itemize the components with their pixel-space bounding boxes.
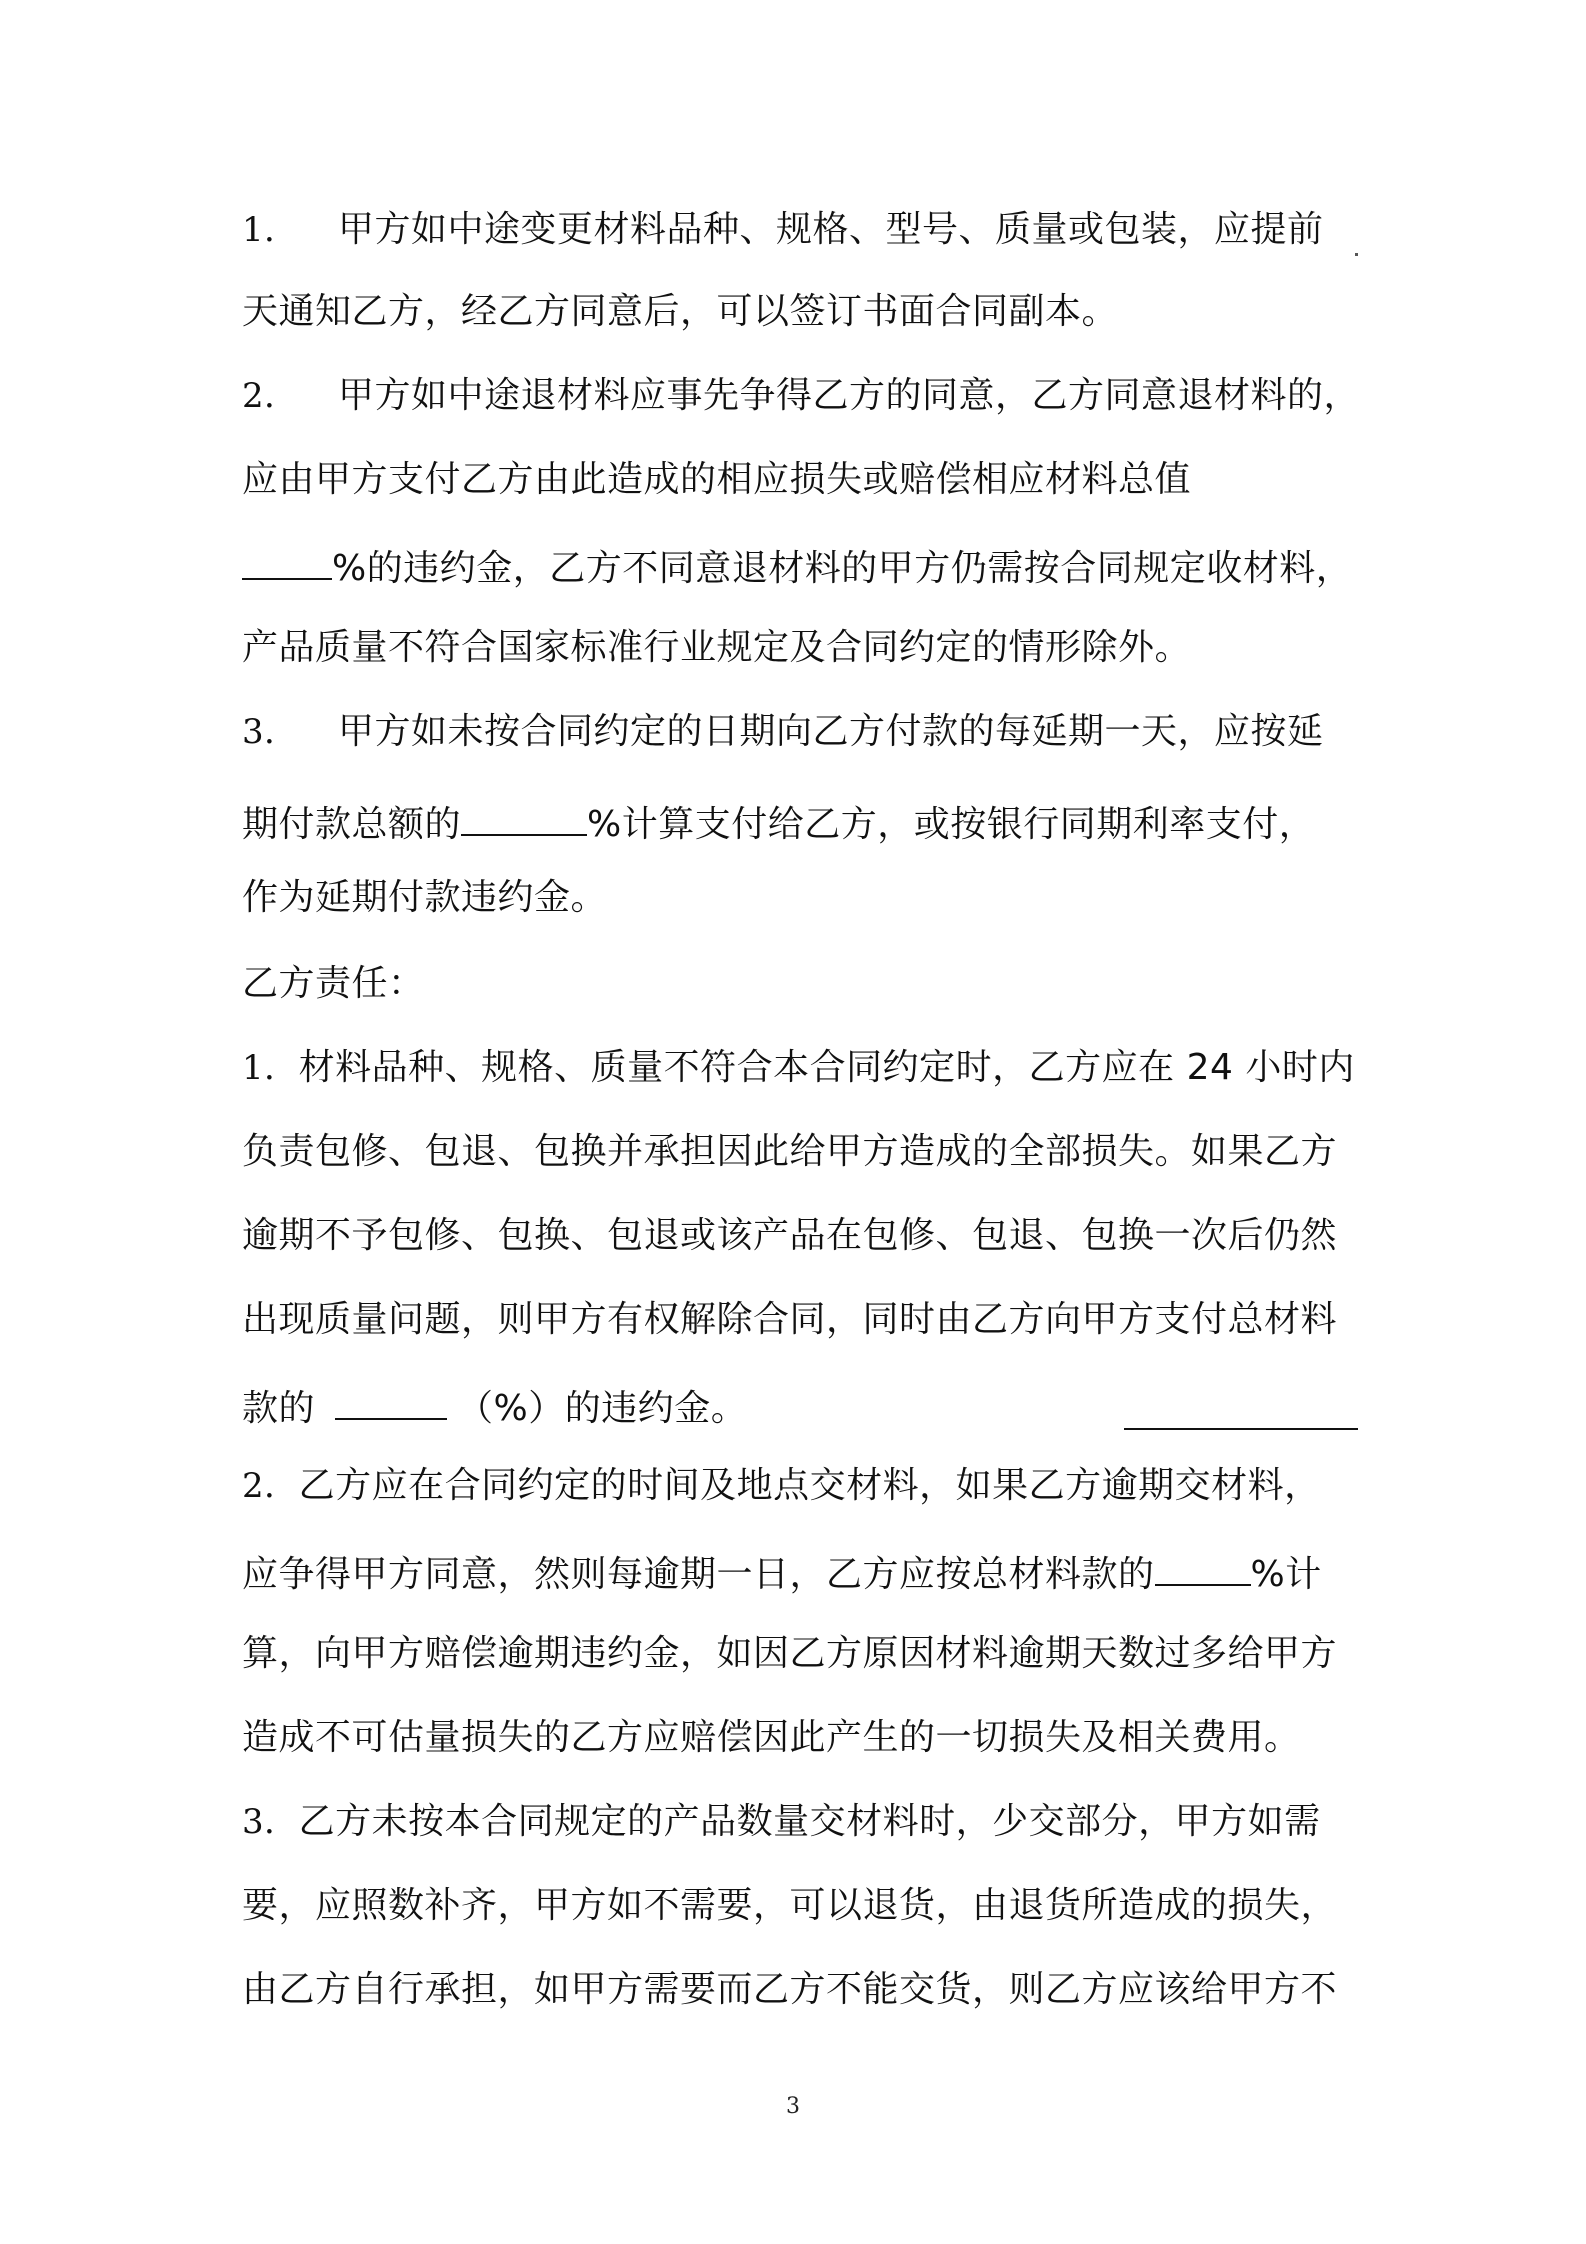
- paragraph-3-line-2: [242, 796, 1362, 844]
- responsibility-3-line-1: [242, 1798, 1362, 1846]
- paragraph-3-line-1: [242, 708, 1362, 756]
- paragraph-text: （%）的违约金。: [457, 1388, 748, 1429]
- responsibility-2-line-4: [242, 1714, 1362, 1762]
- paragraph-number: 2．: [242, 1466, 299, 1506]
- paragraph-text: 要，应照数补齐，甲方如不需要，可以退货，由退货所造成的损失，: [242, 1885, 1338, 1926]
- paragraph-text: %计: [1250, 1554, 1322, 1595]
- paragraph-number: 3．: [242, 1802, 299, 1842]
- paragraph-3-line-3: [242, 874, 1362, 922]
- paragraph-text: 乙方应在合同约定的时间及地点交材料，如果乙方逾期交材料，: [298, 1465, 1321, 1506]
- responsibility-1-line-2: [242, 1128, 1362, 1176]
- paragraph-text: %计算支付给乙方，或按银行同期利率支付，: [587, 804, 1316, 845]
- paragraph-text: 应由甲方支付乙方由此造成的相应损失或赔偿相应材料总值: [242, 459, 1192, 500]
- fill-in-blank: [1155, 1546, 1251, 1586]
- paragraph-text: 款的: [242, 1388, 316, 1429]
- paragraph-text: 出现质量问题，则甲方有权解除合同，同时由乙方向甲方支付总材料: [242, 1299, 1338, 1340]
- paragraph-text: 应争得甲方同意，然则每逾期一日，乙方应按总材料款的: [242, 1554, 1155, 1595]
- responsibility-3-line-2: [242, 1882, 1362, 1930]
- fill-in-blank: [335, 1380, 447, 1420]
- paragraph-number: 1．: [242, 1048, 299, 1088]
- responsibility-1-line-1: [242, 1044, 1362, 1092]
- paragraph-1-line-2: [242, 288, 1362, 336]
- paragraph-2-line-3: [242, 540, 1362, 588]
- responsibility-3-line-3: [242, 1966, 1362, 2014]
- signature-rule: [1124, 1428, 1358, 1430]
- paragraph-text: 逾期不予包修、包换、包退或该产品在包修、包退、包换一次后仍然: [242, 1215, 1338, 1256]
- stray-mark: [1355, 253, 1358, 256]
- paragraph-text: 造成不可估量损失的乙方应赔偿因此产生的一切损失及相关费用。: [242, 1717, 1301, 1758]
- heading-text: 乙方责任：: [242, 963, 425, 1004]
- paragraph-text: 材料品种、规格、质量不符合本合同约定时，乙方应在 24 小时内: [298, 1047, 1355, 1088]
- paragraph-text: 乙方未按本合同规定的产品数量交材料时，少交部分，甲方如需: [298, 1801, 1321, 1842]
- responsibility-2-line-2: [242, 1546, 1362, 1594]
- paragraph-2-line-4: [242, 624, 1362, 672]
- fill-in-blank: [461, 796, 587, 836]
- paragraph-text: 甲方如中途退材料应事先争得乙方的同意，乙方同意退材料的，: [338, 375, 1361, 416]
- paragraph-text: 由乙方自行承担，如甲方需要而乙方不能交货，则乙方应该给甲方不: [242, 1969, 1338, 2010]
- paragraph-number: 2．: [242, 376, 299, 416]
- paragraph-text: 甲方如未按合同约定的日期向乙方付款的每延期一天，应按延: [338, 711, 1324, 752]
- paragraph-text: 期付款总额的: [242, 804, 462, 845]
- paragraph-2-line-1: [242, 372, 1362, 420]
- paragraph-text: 产品质量不符合国家标准行业规定及合同约定的情形除外。: [242, 627, 1192, 668]
- paragraph-text: 算，向甲方赔偿逾期违约金，如因乙方原因材料逾期天数过多给甲方: [242, 1633, 1338, 1674]
- page-number: 3: [786, 2094, 800, 2119]
- paragraph-text: %的违约金，乙方不同意退材料的甲方仍需按合同规定收材料，: [332, 548, 1353, 589]
- paragraph-2-line-2: [242, 456, 1362, 504]
- responsibility-2-line-1: [242, 1462, 1362, 1510]
- fill-in-blank: [242, 540, 332, 580]
- paragraph-1-line-1: [242, 206, 1362, 254]
- responsibility-2-line-3: [242, 1630, 1362, 1678]
- responsibility-1-line-5: [242, 1380, 1362, 1428]
- paragraph-number: 3．: [242, 712, 299, 752]
- responsibility-1-line-3: [242, 1212, 1362, 1260]
- paragraph-number: 1．: [242, 210, 299, 250]
- paragraph-text: 负责包修、包退、包换并承担因此给甲方造成的全部损失。如果乙方: [242, 1131, 1338, 1172]
- section-heading: [242, 960, 1362, 1008]
- paragraph-text: 天通知乙方，经乙方同意后，可以签订书面合同副本。: [242, 291, 1119, 332]
- paragraph-text: 甲方如中途变更材料品种、规格、型号、质量或包装，应提前: [338, 209, 1324, 250]
- paragraph-text: 作为延期付款违约金。: [242, 877, 608, 918]
- responsibility-1-line-4: [242, 1296, 1362, 1344]
